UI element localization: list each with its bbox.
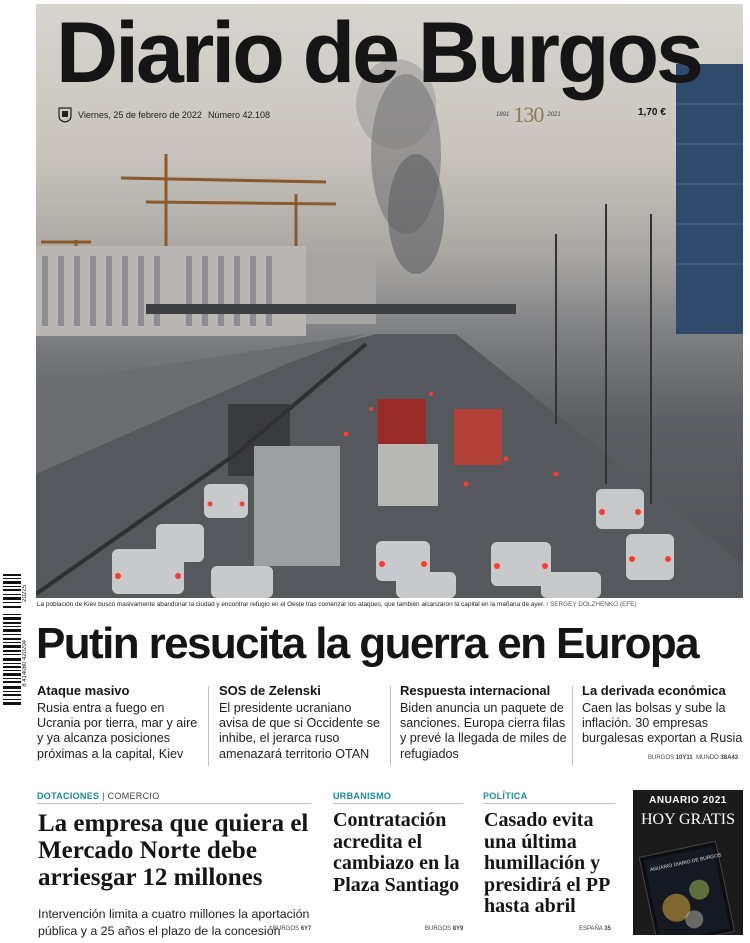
issue-number: Número 42.108 xyxy=(207,110,270,120)
anuario-promo[interactable] xyxy=(633,790,743,935)
column-divider xyxy=(390,686,391,766)
story3-ref-label: ESPAÑA xyxy=(579,926,603,932)
lead-column-1-title: Ataque masivo xyxy=(37,683,130,698)
anuario-cover-image xyxy=(633,830,743,935)
coat-of-arms-icon xyxy=(58,107,72,123)
lead-column-3 xyxy=(400,683,568,762)
lead-ref-burgos-pages: 10Y11 xyxy=(675,755,693,761)
story1-page-ref xyxy=(273,926,311,932)
lead-column-2-title: SOS de Zelenski xyxy=(219,683,321,698)
story3-page-ref xyxy=(579,926,611,932)
anniversary-end-year: 2021 xyxy=(547,112,561,118)
anniversary-number: 130 xyxy=(513,102,544,127)
front-page-photo xyxy=(36,4,743,598)
story1-subsection-label: | COMERCIO xyxy=(102,791,160,801)
lead-column-3-text: Biden anuncia un paquete de sanciones. Europa cierra filas y prevé la llegada de miles de refugiados xyxy=(400,700,567,761)
promo-title: ANUARIO 2021 xyxy=(649,795,727,806)
story1-rule xyxy=(37,803,311,804)
lead-page-refs xyxy=(648,755,738,761)
column-divider xyxy=(208,686,209,766)
story1-text: Intervención limita a cuatro millones la aportación pública y a 25 años el plazo de la concesión xyxy=(38,907,310,938)
story1-section xyxy=(37,791,160,801)
cover-price: 1,70 € xyxy=(638,107,666,118)
lead-ref-mundo-pages: 38A43 xyxy=(720,755,739,761)
lead-headline: Putin resucita la guerra en Europa xyxy=(36,619,699,668)
story2-ref-label: BURGOS xyxy=(425,926,452,932)
photo-caption xyxy=(37,601,742,608)
promo-subtitle: HOY GRATIS xyxy=(640,811,736,828)
lead-column-4 xyxy=(582,683,744,747)
story2-section: URBANISMO xyxy=(333,791,392,801)
story2-ref-pages: 8Y9 xyxy=(452,926,464,932)
lead-column-2 xyxy=(219,683,384,762)
anniversary-badge xyxy=(496,102,561,128)
masthead-title: Diario de Burgos xyxy=(56,5,701,101)
dateline xyxy=(58,107,270,123)
anniversary-start-year: 1891 xyxy=(496,112,510,118)
story3-headline: Casado evita una última humillación y presidirá el PP hasta abril xyxy=(484,809,610,918)
lead-column-2-text: El presidente ucraniano avisa de que si Occidente se inhibe, el jerarca ruso amenazará territorio OTAN xyxy=(219,700,381,761)
barcode-icon xyxy=(3,574,21,708)
story3-section: POLÍTICA xyxy=(483,791,528,801)
story3-ref-pages: 35 xyxy=(604,926,611,932)
story2-rule xyxy=(333,803,463,804)
lead-column-1 xyxy=(37,683,205,762)
photo-credit: / SERGEY DOLZHENKO (EFE) xyxy=(546,601,637,608)
story1-ref-pages: 6Y7 xyxy=(300,926,312,932)
lead-column-3-title: Respuesta internacional xyxy=(400,683,551,698)
photo-caption-text: La población de Kiev buscó masivamente abandonar la ciudad y encontrar refugio en el Oeste tras comenzar los ataques, que también alcanzaron la capital en la mañana de ayer. xyxy=(37,601,545,608)
story3-rule xyxy=(483,803,615,804)
column-divider xyxy=(572,686,573,766)
lead-column-1-text: Rusia entra a fuego en Ucrania por tierra, mar y aire y ya alcanza posiciones próximas a la capital, Kiev xyxy=(37,700,198,761)
lead-column-4-text: Caen las bolsas y sube la inflación. 30 empresas burgalesas exportan a Rusia xyxy=(582,700,743,746)
edition-date: Viernes, 25 de febrero de 2022 xyxy=(78,110,202,120)
story2-headline: Contratación acredita el cambiazo en la Plaza Santiago xyxy=(333,809,460,896)
story1-ref-label: BURGOS xyxy=(273,926,300,932)
lead-ref-mundo-label: MUNDO xyxy=(696,755,719,761)
story2-page-ref xyxy=(425,926,463,932)
story1-section-label: DOTACIONES xyxy=(37,791,100,801)
lead-column-4-title: La derivada económica xyxy=(582,683,726,698)
anuario-cover-text: ANUARIO DIARIO DE BURGOS xyxy=(649,852,722,874)
story1-headline: La empresa que quiera el Mercado Norte debe arriesgar 12 millones xyxy=(38,810,309,891)
barcode-code-top: 20225 xyxy=(22,585,28,602)
lead-ref-burgos-label: BURGOS xyxy=(648,755,675,761)
barcode-code-main: 8 414080 420204 xyxy=(22,640,28,687)
